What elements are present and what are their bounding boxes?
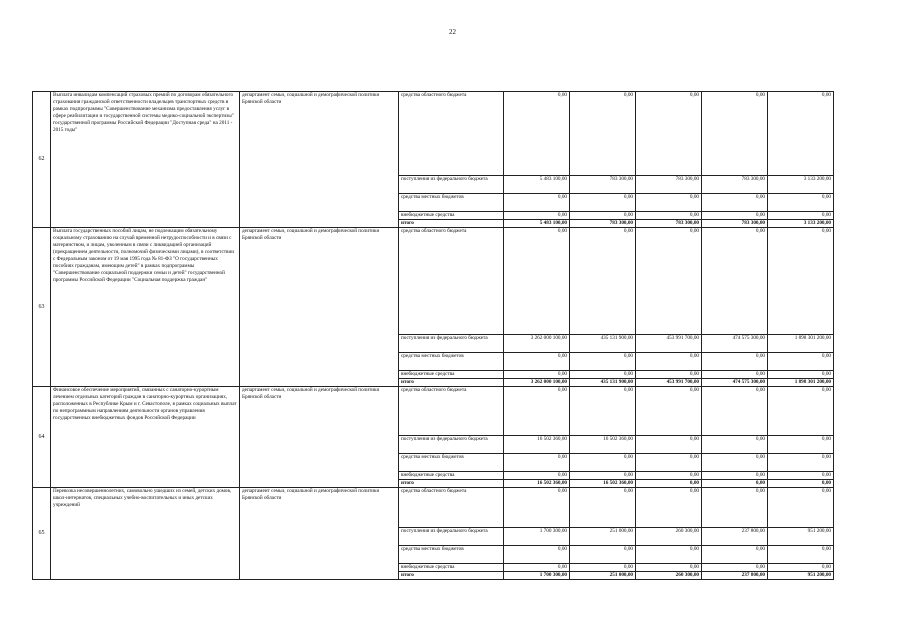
amount-cell: 0,00 [636,92,702,176]
amount-cell: 260 300,00 [636,572,702,580]
amount-cell: 0,00 [702,488,768,528]
amount-cell: 3 133 200,00 [768,220,834,228]
amount-cell: 474 575 300,00 [702,335,768,353]
amount-cell: 951 200,00 [768,572,834,580]
amount-cell: 0,00 [504,546,570,564]
item-number: 65 [33,488,51,580]
funding-source: средства местных бюджетов [399,194,504,212]
amount-cell: 0,00 [768,92,834,176]
funding-source: средства местных бюджетов [399,454,504,472]
amount-cell: 0,00 [636,488,702,528]
funding-source: средства областного бюджета [399,228,504,335]
amount-cell: 237 800,00 [702,528,768,546]
table-row [33,228,834,335]
amount-cell: 1 700 300,00 [504,572,570,580]
funding-source: поступления из федерального бюджета [399,528,504,546]
amount-cell: 5 483 100,00 [504,220,570,228]
funding-source: поступления из федерального бюджета [399,436,504,454]
amount-cell: 0,00 [570,472,636,480]
funding-source: средства областного бюджета [399,387,504,436]
funding-source: средства областного бюджета [399,488,504,528]
amount-cell: 0,00 [768,387,834,436]
amount-cell: 0,00 [702,228,768,335]
budget-table [32,91,834,580]
amount-cell: 0,00 [504,212,570,220]
amount-cell: 0,00 [636,480,702,488]
page-number: 22 [449,28,456,36]
amount-cell: 0,00 [504,454,570,472]
amount-cell: 435 131 900,00 [570,335,636,353]
funding-source: внебюджетные средства [399,212,504,220]
amount-cell: 1 898 301 200,00 [768,379,834,387]
table-row [33,488,834,528]
budget-table-body [33,92,834,580]
amount-cell: 0,00 [504,194,570,212]
amount-cell: 0,00 [570,546,636,564]
amount-cell: 0,00 [570,194,636,212]
funding-source: средства местных бюджетов [399,546,504,564]
amount-cell: 0,00 [768,353,834,371]
amount-cell: 474 575 300,00 [702,379,768,387]
amount-cell: 0,00 [570,212,636,220]
amount-cell: 0,00 [636,546,702,564]
funding-source: средства местных бюджетов [399,353,504,371]
amount-cell: 16 502 360,00 [570,436,636,454]
amount-cell: 16 502 360,00 [504,480,570,488]
amount-cell: 260 300,00 [636,528,702,546]
amount-cell: 453 991 700,00 [636,379,702,387]
amount-cell: 0,00 [768,454,834,472]
amount-cell: 237 800,00 [702,572,768,580]
item-description: Финансовое обеспечение мероприятий, связанных с санаторно-курортным лечением отдельных категорий граждан в санаторно-курортных организациях, расположенных в Республике Крым и г. Севастополе, в рамках социальных выплат по непрограммным направлениям деятельности органов управления государственных внебюджетных фондов Российской Федерации [51,387,240,488]
amount-cell: 0,00 [702,564,768,572]
amount-cell: 1 898 301 200,00 [768,335,834,353]
amount-cell: 783 300,00 [570,220,636,228]
amount-cell: 783 300,00 [636,176,702,194]
funding-source: итого [399,379,504,387]
amount-cell: 0,00 [768,371,834,379]
amount-cell: 0,00 [636,564,702,572]
amount-cell: 0,00 [504,564,570,572]
amount-cell: 0,00 [768,472,834,480]
amount-cell: 783 300,00 [702,176,768,194]
amount-cell: 0,00 [636,353,702,371]
amount-cell: 0,00 [636,212,702,220]
amount-cell: 0,00 [702,387,768,436]
funding-source: внебюджетные средства [399,564,504,572]
amount-cell: 0,00 [702,454,768,472]
funding-source: внебюджетные средства [399,472,504,480]
table-row [33,92,834,176]
amount-cell: 3 133 200,00 [768,176,834,194]
amount-cell: 0,00 [702,436,768,454]
amount-cell: 0,00 [702,472,768,480]
funding-source: итого [399,480,504,488]
amount-cell: 951 200,00 [768,528,834,546]
amount-cell: 0,00 [768,480,834,488]
item-number: 63 [33,228,51,387]
amount-cell: 0,00 [570,92,636,176]
amount-cell: 0,00 [504,353,570,371]
amount-cell: 251 000,00 [570,528,636,546]
amount-cell: 0,00 [636,454,702,472]
amount-cell: 5 483 100,00 [504,176,570,194]
amount-cell: 1 700 300,00 [504,528,570,546]
amount-cell: 0,00 [504,92,570,176]
funding-source: средства областного бюджета [399,92,504,176]
amount-cell: 0,00 [702,212,768,220]
amount-cell: 0,00 [702,546,768,564]
amount-cell: 0,00 [768,546,834,564]
amount-cell: 251 000,00 [570,572,636,580]
amount-cell: 783 300,00 [636,220,702,228]
item-description: Выплата государственных пособий лицам, не подлежащим обязательному социальному страхованию на случай временной нетрудоспособности и в связи с материнством, и лицам, уволенным в связи с ликвидацией организаций (прекращением деятельности, полномочий физическими лицами), в соответствии с Федеральным законом от 19 мая 1995 года № 81-ФЗ "О государственных пособиях гражданам, имеющим детей" в рамках подпрограммы "Совершенствование социальной поддержки семьи и детей" государственной программы Российской Федерации "Социальная поддержка граждан" [51,228,240,387]
amount-cell: 0,00 [570,488,636,528]
amount-cell: 783 300,00 [570,176,636,194]
amount-cell: 0,00 [570,387,636,436]
amount-cell: 0,00 [702,480,768,488]
amount-cell: 453 991 700,00 [636,335,702,353]
amount-cell: 0,00 [504,488,570,528]
amount-cell: 0,00 [504,472,570,480]
amount-cell: 0,00 [702,371,768,379]
amount-cell: 783 300,00 [702,220,768,228]
item-number: 64 [33,387,51,488]
item-executor: департамент семьи, социальной и демографической политики Брянской области [240,92,399,228]
amount-cell: 0,00 [768,436,834,454]
amount-cell: 0,00 [570,454,636,472]
funding-source: итого [399,572,504,580]
amount-cell: 0,00 [504,228,570,335]
amount-cell: 0,00 [570,371,636,379]
amount-cell: 0,00 [702,194,768,212]
amount-cell: 0,00 [768,194,834,212]
item-executor: департамент семьи, социальной и демографической политики Брянской области [240,387,399,488]
amount-cell: 0,00 [570,228,636,335]
amount-cell: 3 262 000 100,00 [504,379,570,387]
amount-cell: 0,00 [504,387,570,436]
amount-cell: 0,00 [768,212,834,220]
item-number: 62 [33,92,51,228]
amount-cell: 0,00 [570,564,636,572]
amount-cell: 0,00 [636,436,702,454]
item-description: Перевозка несовершеннолетних, самовольно ушедших из семей, детских домов, школ-интернатов, специальных учебно-воспитательных и иных детских учреждений [51,488,240,580]
amount-cell: 0,00 [768,564,834,572]
amount-cell: 16 502 360,00 [570,480,636,488]
table-row [33,387,834,436]
amount-cell: 0,00 [768,488,834,528]
amount-cell: 0,00 [636,228,702,335]
amount-cell: 0,00 [702,353,768,371]
item-description: Выплата инвалидам компенсаций страховых премий по договорам обязательного страхования гражданской ответственности владельцев транспортных средств в рамках подпрограммы "Совершенствование механизма предоставления услуг в сфере реабилитации и государственной системы медико-социальной экспертизы" государственной программы Российской Федерации "Доступная среда" на 2011 - 2015 годы" [51,92,240,228]
amount-cell: 0,00 [504,371,570,379]
amount-cell: 0,00 [636,194,702,212]
funding-source: внебюджетные средства [399,371,504,379]
item-executor: департамент семьи, социальной и демографической политики Брянской области [240,488,399,580]
amount-cell: 0,00 [636,472,702,480]
item-executor: департамент семьи, социальной и демографической политики Брянской области [240,228,399,387]
amount-cell: 0,00 [768,228,834,335]
amount-cell: 0,00 [636,371,702,379]
funding-source: итого [399,220,504,228]
amount-cell: 16 502 360,00 [504,436,570,454]
amount-cell: 0,00 [702,92,768,176]
funding-source: поступления из федерального бюджета [399,176,504,194]
amount-cell: 3 262 000 100,00 [504,335,570,353]
funding-source: поступления из федерального бюджета [399,335,504,353]
amount-cell: 435 131 900,00 [570,379,636,387]
amount-cell: 0,00 [570,353,636,371]
amount-cell: 0,00 [636,387,702,436]
